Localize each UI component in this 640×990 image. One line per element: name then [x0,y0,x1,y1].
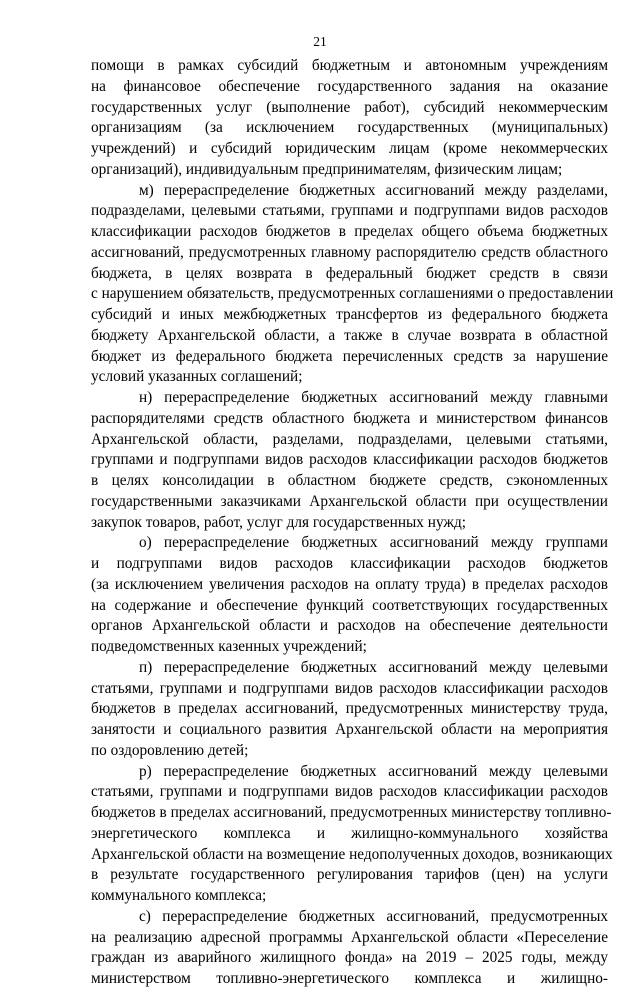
text-line: бюджет из федерального бюджета перечисленных средств за нарушение [91,347,608,365]
text-line: субсидий и иных межбюджетных трансфертов из федерального бюджета [91,306,608,323]
text-line: подведомственных казенных учреждений; [91,638,367,655]
text-line: н) перераспределение бюджетных ассигнований между главными [139,389,608,406]
text-line: по оздоровлению детей; [91,741,249,759]
text-line: в результате государственного регулирования тарифов (цен) на услуги [91,866,608,884]
text-line: распорядителями средств областного бюджета и министерством финансов [91,409,608,427]
text-line: на содержание и обеспечение функций соответствующих государственных [91,596,608,614]
text-line: подразделами, целевыми статьями, группами и подгруппами видов расходов [91,202,608,220]
text-line: бюджета, в целях возврата в федеральный бюджет средств в связи [91,264,608,282]
text-line: п) перераспределение бюджетных ассигнований между целевыми [139,658,608,676]
text-line: государственных услуг (выполнение работ), субсидий некоммерческим [91,98,608,116]
text-line: классификации расходов бюджетов в пределах общего объема бюджетных [91,223,608,240]
text-line: в целях консолидации в областном бюджете средств, сэкономленных [91,472,608,489]
text-line: Архангельской области на возмещение недополученных доходов, возникающих [91,845,613,863]
text-line: закупок товаров, работ, услуг для государственных нужд; [91,513,467,531]
text-line: с нарушением обязательств, предусмотренных соглашениями о предоставлении [91,285,614,303]
text-line: учреждений) и субсидий юридическим лицам (кроме некоммерческих [91,140,608,157]
text-line: группами и подгруппами видов расходов классификации расходов бюджетов [91,451,608,469]
body-text [91,56,614,990]
text-line: р) перераспределение бюджетных ассигнований между целевыми [139,762,608,780]
page-number: 21 [313,34,327,49]
text-line: энергетического комплекса и жилищно-коммунального хозяйства [91,824,608,842]
text-line: Архангельской области, разделами, подразделами, целевыми статьями, [91,430,608,448]
text-line: органов Архангельской области и расходов на обеспечение деятельности [91,617,608,635]
text-line: занятости и социального развития Архангельской области на мероприятия [91,721,608,738]
text-line: о) перераспределение бюджетных ассигнований между группами [139,534,608,552]
text-line: организациям (за исключением государственных (муниципальных) [91,119,608,137]
text-line: на финансовое обеспечение государственного задания на оказание [91,77,608,95]
text-line: коммунального комплекса; [91,887,267,904]
text-line: (за исключением увеличения расходов на оплату труда) в пределах расходов [91,575,608,593]
text-line: статьями, группами и подгруппами видов расходов классификации расходов [91,679,608,697]
text-line: бюджетов в пределах ассигнований, предусмотренных министерству труда, [91,700,608,718]
text-line: с) перераспределение бюджетных ассигнований, предусмотренных [139,907,608,925]
text-line: организаций), индивидуальным предпринимателям, физическим лицам; [91,160,563,178]
text-line: помощи в рамках субсидий бюджетным и автономным учреждениям [91,57,608,74]
text-line: на реализацию адресной программы Архангельской области «Переселение [91,928,608,946]
text-line: граждан из аварийного жилищного фонда» на 2019 – 2025 годы, между [91,949,608,967]
text-line: государственными заказчиками Архангельской области при осуществлении [91,492,608,510]
text-line: статьями, группами и подгруппами видов расходов классификации расходов [91,783,608,801]
text-line: условий указанных соглашений; [91,368,303,386]
text-line: министерством топливно-энергетического комплекса и жилищно- [91,970,608,987]
text-line: бюджету Архангельской области, а также в случае возврата в областной [91,326,608,344]
text-line: бюджетов в пределах ассигнований, предусмотренных министерству топливно- [91,804,612,821]
text-line: и подгруппами видов расходов классификации расходов бюджетов [91,555,608,572]
text-line: м) перераспределение бюджетных ассигнований между разделами, [139,181,608,199]
text-line: ассигнований, предусмотренных главному распорядителю средств областного [91,243,608,261]
